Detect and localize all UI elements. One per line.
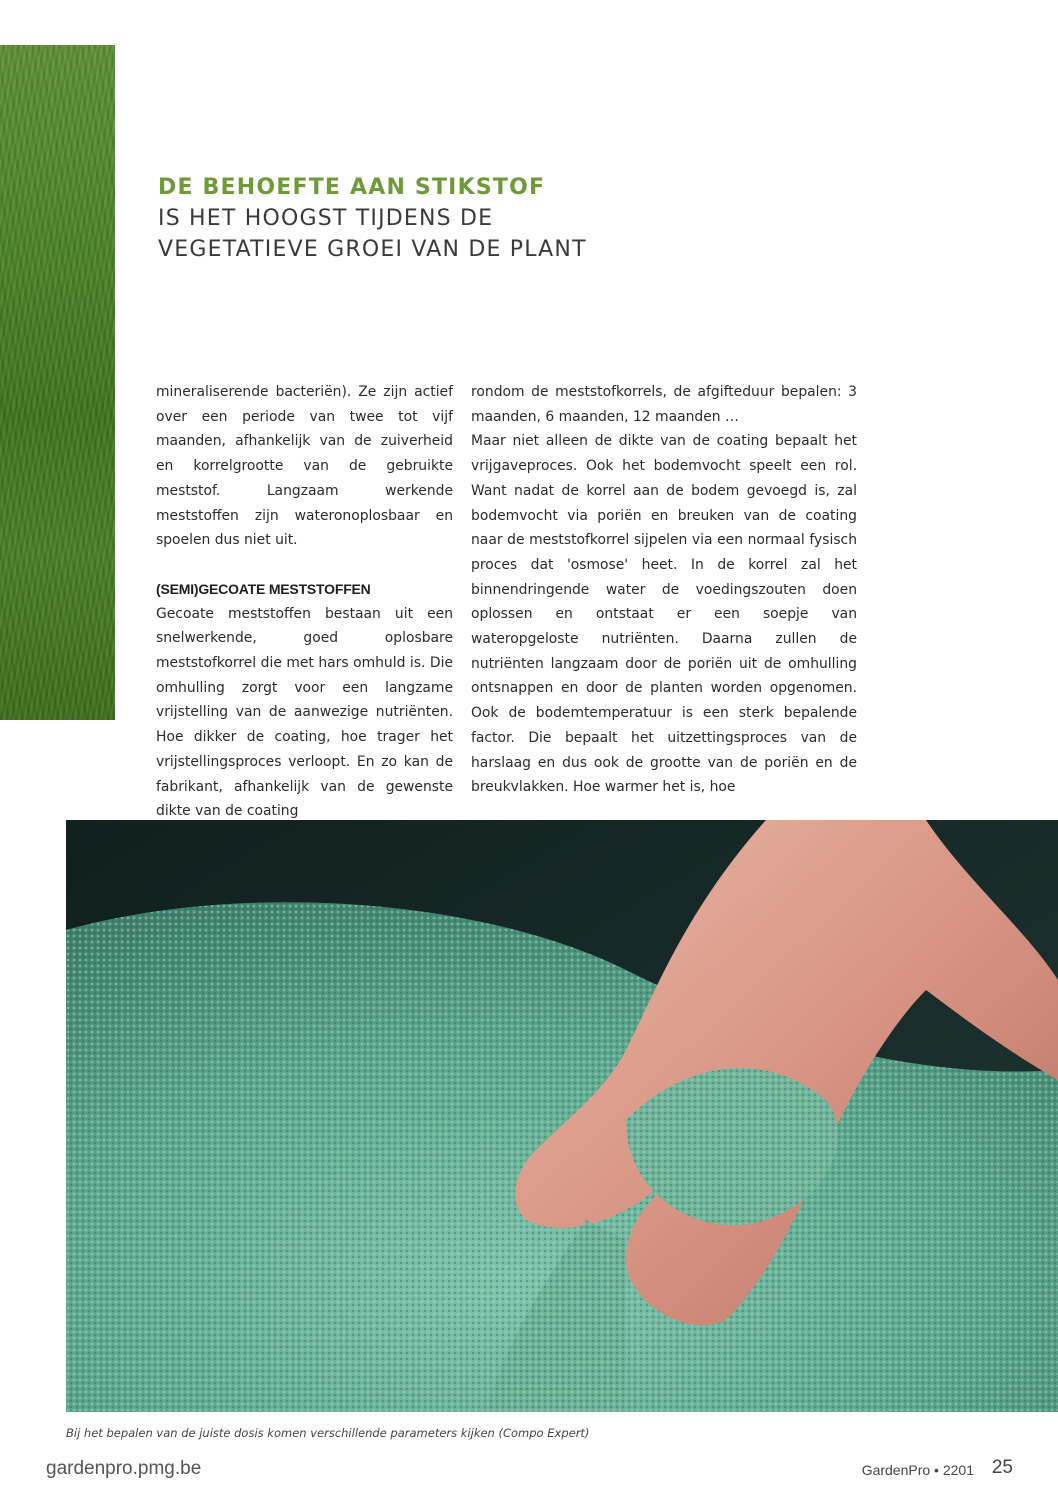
text-column-left bbox=[156, 380, 453, 824]
grass-photo bbox=[0, 45, 115, 720]
paragraph-release-process: Maar niet alleen de dikte van de coating bepaalt het vrijgaveproces. Ook het bodemvocht speelt een rol. Want nadat de korrel aan de bodem gevoegd is, zal bodemvocht via poriën en breuken van de coating naar de meststofkorrel sijpelen via een normaal fysisch proces dat 'osmose' heet. In de korrel zal het binnendringende water de voedingszouten doen oplossen en ontstaat er een soepje van wateropgeloste nutriënten. Daarna zullen de nutriënten langzaam door de poriën uit de omhulling ontsnappen en door de planten worden opgenomen. Ook de bodemtemperatuur is een sterk bepalende factor. Die bepaalt het uitzettingsproces van de harslaag en dus ook de grootte van de poriën en de breukvlakken. Hoe warmer het is, hoe bbox=[471, 433, 857, 796]
paragraph-coated: Gecoate meststoffen bestaan uit een snelwerkende, goed oplosbare meststofkorrel die met hars omhuld is. Die omhulling zorgt voor een langzame vrijstelling van de aanwezige nutriënten. Hoe dikker de coating, hoe trager het vrijstellingsproces verloopt. En zo kan de fabrikant, afhankelijk van de gewenste dikte van de coating bbox=[156, 605, 453, 820]
fertilizer-photo bbox=[66, 820, 1058, 1412]
pull-quote-line-3: VEGETATIEVE GROEI VAN DE PLANT bbox=[158, 237, 587, 262]
paragraph-intro: mineraliserende bacteriën). Ze zijn actief over een periode van twee tot vijf maanden, afhankelijk van de zuiverheid en korrelgrootte van de gebruikte meststof. Langzaam werkende meststoffen zijn wateronoplosbaar en spoelen dus niet uit. bbox=[156, 384, 453, 549]
text-column-right bbox=[471, 380, 857, 800]
footer-url[interactable]: gardenpro.pmg.be bbox=[46, 1458, 202, 1479]
pull-quote-line-2: IS HET HOOGST TIJDENS DE bbox=[158, 206, 494, 231]
page-number: 25 bbox=[991, 1457, 1013, 1478]
paragraph-release-duration: rondom de meststofkorrels, de afgifteduur bepalen: 3 maanden, 6 maanden, 12 maanden … bbox=[471, 384, 857, 425]
photo-caption: Bij het bepalen van de juiste dosis komen verschillende parameters kijken (Compo Expert) bbox=[66, 1426, 590, 1440]
section-heading: (SEMI)GECOATE MESTSTOFFEN bbox=[156, 580, 371, 597]
pull-quote-highlight: DE BEHOEFTE AAN STIKSTOF bbox=[158, 175, 546, 200]
footer-magazine: GardenPro • 2201 bbox=[861, 1462, 974, 1478]
pull-quote bbox=[158, 173, 758, 265]
